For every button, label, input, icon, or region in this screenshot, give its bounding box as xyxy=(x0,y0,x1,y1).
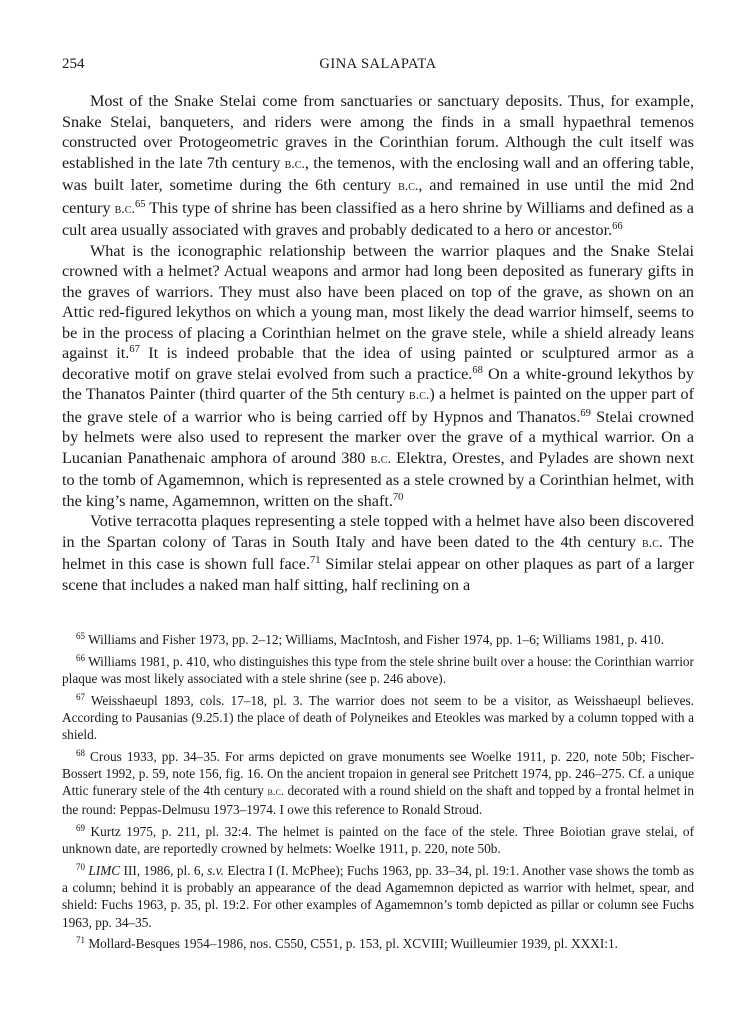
footnote-number: 66 xyxy=(76,652,85,663)
footnote-text: Mollard-Besques 1954–1986, nos. C550, C551, p. 153, pl. XCVIII; Wuilleumier 1939, pl. XXXI:1. xyxy=(88,936,618,952)
era-abbrev: b.c. xyxy=(267,786,284,799)
footnote-number: 65 xyxy=(76,631,85,641)
paragraph-1 xyxy=(62,91,694,241)
footnote-text: Electra I (I. McPhee); Fuchs 1963, pp. 33–34, pl. 19:1. Another vase shows the tomb as a column; behind it is probably an appearance of the dead Agamemnon depicted as warrior with helmet, spear, and shield: Fuchs 1963, p. 35, pl. 19:2. For other examples of Agamemnon’s tomb depicted as pillar or column see Fuchs 1963, pp. 34–35. xyxy=(62,862,694,930)
text-run: What is the iconographic relationship between the warrior plaques and the Snake Stelai crowned with a helmet? Actual weapons and armor had long been deposited as funerary gifts in the graves of warriors. They must also have been placed on top of the grave, as shown on an Attic red-figured lekythos on which a young man, most likely the dead warrior himself, seems to be in the process of placing a Corinthian helmet on the grave stele, while a shield already leans against it. xyxy=(62,241,694,362)
footnote-ref[interactable]: 71 xyxy=(310,555,321,566)
footnote-text: decorated with a round shield on the shaft and topped by a frontal helmet in the round: Peppas-Delmusu 1973–1974. I owe this reference to Ronald Stroud. xyxy=(62,783,694,818)
running-head: GINA SALAPATA xyxy=(319,56,437,72)
text-run: Elektra, Orestes, and Pylades are shown next to the tomb of Agamemnon, which is represented as a stele crowned by a Corinthian helmet, with the king’s name, Agamemnon, written on the shaft. xyxy=(62,448,694,510)
footnote-number: 70 xyxy=(76,861,85,872)
footnote-68 xyxy=(62,748,694,819)
footnote-ref[interactable]: 65 xyxy=(134,198,146,210)
footnote-number: 68 xyxy=(76,747,85,758)
footnote-text: Crous 1933, pp. 34–35. For arms depicted on grave monuments see Woelke 1911, p. 220, note 50b; Fischer-Bossert 1992, p. 59, note 156, fig. 16. On the ancient tropaion in general see Pritchett 1974, pp. 246–275. Cf. a unique Attic funerary stele of the 4th century xyxy=(62,748,694,799)
footnote-ref[interactable]: 67 xyxy=(129,344,140,355)
era-abbrev: b.c. xyxy=(370,451,391,467)
footnote-number: 69 xyxy=(76,823,85,834)
era-abbrev: b.c. xyxy=(114,201,135,217)
page-number: 254 xyxy=(62,56,85,72)
footnote-text: Weisshaeupl 1893, cols. 17–18, pl. 3. The warrior does not seem to be a visitor, as Weisshaeupl believes. According to Pausanias (9.25.1) the place of death of Polyneikes and Eteokles was marked by a column topped with a shield. xyxy=(62,692,694,743)
footnote-ref[interactable]: 68 xyxy=(472,364,483,376)
footnotes xyxy=(62,631,694,957)
footnote-71 xyxy=(62,935,694,952)
footnote-ref[interactable]: 66 xyxy=(612,221,623,232)
footnote-text: III, 1986, pl. 6, xyxy=(120,862,208,878)
era-abbrev: b.c xyxy=(642,535,659,551)
text-run: It is indeed probable that the idea of using painted or sculptured armor as a decorative motif on grave stelai evolved from such a practice. xyxy=(62,344,694,383)
footnote-ref[interactable]: 69 xyxy=(580,407,591,419)
text-run: Most of the Snake Stelai come from sanctuaries or sanctuary deposits. Thus, for example, Snake Stelai, banqueters, and riders were among the finds in a small hypaethral temenos constructed over Protogeometric graves in the Corinthian forum. Although the cult itself was established in the late 7th century xyxy=(62,92,694,172)
footnote-70 xyxy=(62,862,694,931)
footnote-text: Williams 1981, p. 410, who distinguishes this type from the stele shrine built over a house: the Corinthian warrior plaque was most likely associated with a stele shrine (see p. 246 above). xyxy=(62,653,694,686)
footnote-number: 67 xyxy=(76,691,85,702)
text-run: This type of shrine has been classified as a hero shrine by Williams and defined as a cult area usually associated with graves and probably dedicated to a hero or ancestor. xyxy=(62,198,694,239)
footnote-65 xyxy=(62,631,694,648)
footnote-67 xyxy=(62,692,694,744)
text-run: ) a helmet is painted on the upper part of the grave stele of a warrior who is being carried off by Hypnos and Thanatos. xyxy=(62,385,694,426)
text-run: . The helmet in this case is shown full face. xyxy=(62,532,694,573)
text-run: On a white-ground lekythos by the Thanatos Painter (third quarter of the 5th century xyxy=(62,364,694,403)
footnote-abbrev: LIMC xyxy=(88,862,121,878)
paragraph-3 xyxy=(62,511,694,595)
page-header xyxy=(62,56,694,76)
era-abbrev: b.c. xyxy=(409,388,430,403)
footnote-number: 71 xyxy=(76,935,85,946)
footnote-66 xyxy=(62,653,694,687)
paragraph-2 xyxy=(62,241,694,512)
text-run: Similar stelai appear on other plaques as part of a larger scene that includes a naked man half sitting, half reclining on a xyxy=(62,555,694,594)
footnote-ref[interactable]: 70 xyxy=(392,491,404,503)
text-run: , and remained in use until the mid 2nd century xyxy=(62,176,694,217)
footnote-text: Williams and Fisher 1973, pp. 2–12; Williams, MacIntosh, and Fisher 1974, pp. 1–6; Williams 1981, p. 410. xyxy=(88,632,665,647)
text-run: Stelai crowned by helmets were also used to represent the marker over the grave of a mythical warrior. On a Lucanian Panathenaic amphora of around 380 xyxy=(62,407,694,467)
main-text xyxy=(62,91,694,595)
footnote-abbrev: s.v. xyxy=(207,862,225,878)
era-abbrev: b.c. xyxy=(284,156,305,172)
footnote-69 xyxy=(62,823,694,857)
era-abbrev: b.c. xyxy=(398,179,419,194)
footnote-text: Kurtz 1975, p. 211, pl. 32:4. The helmet is painted on the face of the stele. Three Boiotian grave stelai, of unknown date, are reportedly crowned by helmets: Woelke 1911, p. 220, note 50b. xyxy=(62,824,695,857)
text-run: , the temenos, with the enclosing wall and an offering table, was built later, sometime during the 6th century xyxy=(62,153,695,194)
text-run: Votive terracotta plaques representing a stele topped with a helmet have also been discovered in the Spartan colony of Taras in South Italy and have been dated to the 4th century xyxy=(62,512,694,551)
